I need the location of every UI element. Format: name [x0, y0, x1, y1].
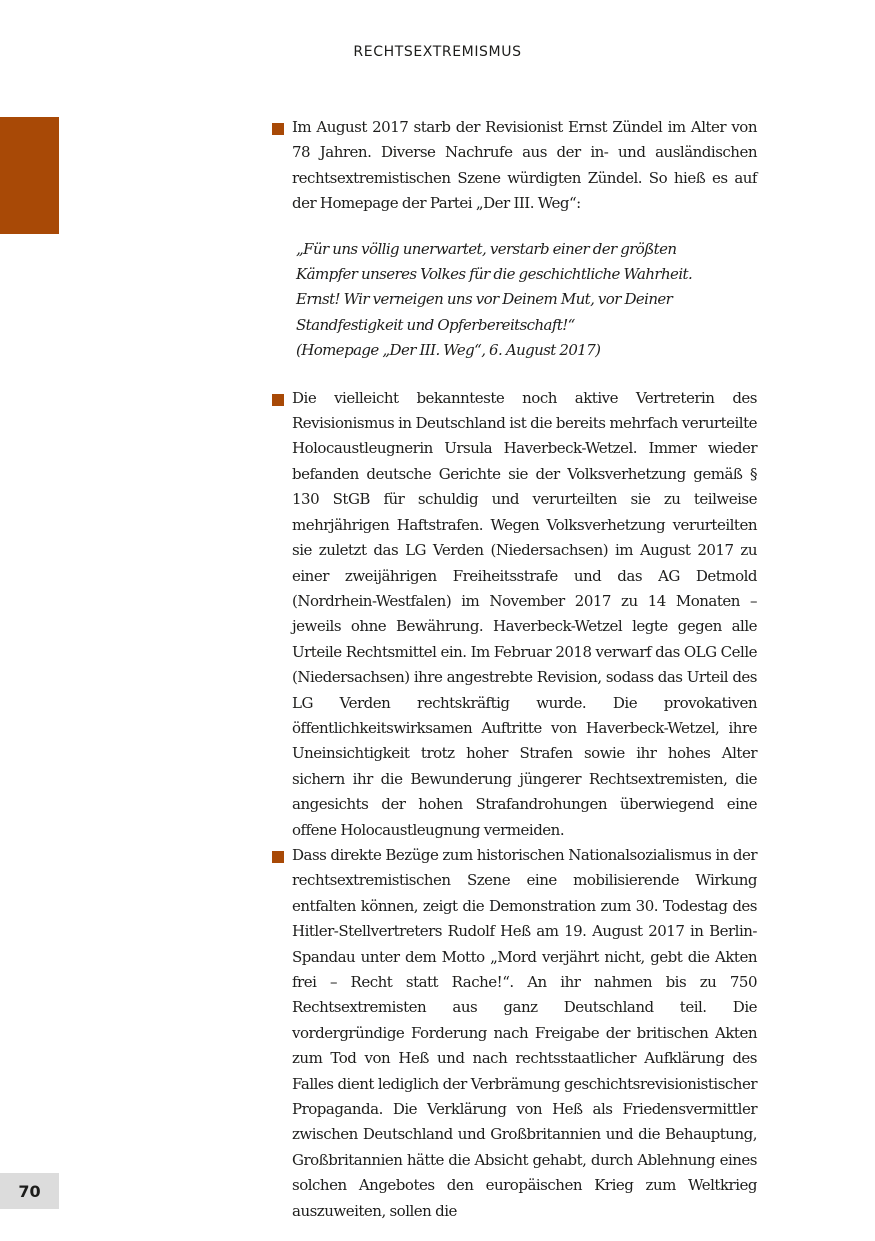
chapter-tab-marker: [0, 117, 59, 234]
bullet-paragraph-1: [270, 115, 757, 217]
quote-text: „Für uns völlig unerwartet, verstarb einer der größten Kämpfer unseres Volkes für die geschichtliche Wahrheit. Ernst! Wir verneigen uns vor Deinem Mut, vor Deiner Standfestigkeit und Opferbereitschaft!“: [296, 239, 693, 334]
running-header: RECHTSEXTREMISMUS: [353, 44, 522, 60]
square-bullet-icon: [272, 851, 284, 863]
page-number: 70: [0, 1173, 59, 1209]
square-bullet-icon: [272, 394, 284, 406]
quote-source: (Homepage „Der III. Weg“, 6. August 2017): [296, 341, 601, 360]
paragraph-text: Dass direkte Bezüge zum historischen Nationalsozialismus in der rechtsextremistischen Szene eine mobilisierende Wirkung entfalten können, zeigt die Demonstration zum 30. Todestag des Hitler-Stellvertreters Rudolf Heß am 19. August 2017 in Berlin-Spandau unter dem Motto „Mord verjährt nicht, gebt die Akten frei – Recht statt Rache!“. An ihr nahmen bis zu 750 Rechtsextremisten aus ganz Deutschland teil. Die vordergründige Forderung nach Freigabe der britischen Akten zum Tod von Heß und nach rechtsstaatlicher Aufklärung des Falles dient lediglich der Verbrämung geschichtsrevisionistischer Propaganda. Die Verklärung von Heß als Friedensvermittler zwischen Deutschland und Großbritannien und die Behauptung, Großbritannien hätte die Absicht gehabt, durch Ablehnung eines solchen Angebotes den europäischen Krieg zum Weltkrieg auszuweiten, sollen die: [292, 845, 757, 1220]
block-quote: [296, 237, 736, 364]
paragraph-text: Im August 2017 starb der Revisionist Ernst Zündel im Alter von 78 Jahren. Diverse Nachrufe aus der in- und ausländischen rechtsextremistischen Szene würdigten Zündel. So hieß es auf der Homepage der Partei „Der III. Weg“:: [292, 118, 757, 213]
bullet-paragraph-3: [270, 843, 757, 1224]
paragraph-text: Die vielleicht bekannteste noch aktive Vertreterin des Revisionismus in Deutschland ist die bereits mehrfach verurteilte Holocaustleugnerin Ursula Haverbeck-Wetzel. Immer wieder befanden deutsche Gerichte sie der Volksverhetzung gemäß § 130 StGB für schuldig und verurteilten sie zu teilweise mehrjährigen Haftstrafen. Wegen Volksverhetzung verurteilten sie zuletzt das LG Verden (Niedersachsen) im August 2017 zu einer zweijährigen Freiheitsstrafe und das AG Detmold (Nordrhein-Westfalen) im November 2017 zu 14 Monaten – jeweils ohne Bewährung. Haverbeck-Wetzel legte gegen alle Urteile Rechtsmittel ein. Im Februar 2018 verwarf das OLG Celle (Niedersachsen) ihre angestrebte Revision, sodass das Urteil des LG Verden rechtskräftig wurde. Die provokativen öffentlichkeitswirksamen Auftritte von Haverbeck-Wetzel, ihre Uneinsichtigkeit trotz hoher Strafen sowie ihr hohes Alter sichern ihr die Bewunderung jüngerer Rechtsextremisten, die angesichts der hohen Strafandrohungen überwiegend eine offene Holocaustleugnung vermeiden.: [292, 388, 757, 839]
main-text-column: [270, 115, 757, 1224]
square-bullet-icon: [272, 123, 284, 135]
bullet-paragraph-2: [270, 386, 757, 843]
